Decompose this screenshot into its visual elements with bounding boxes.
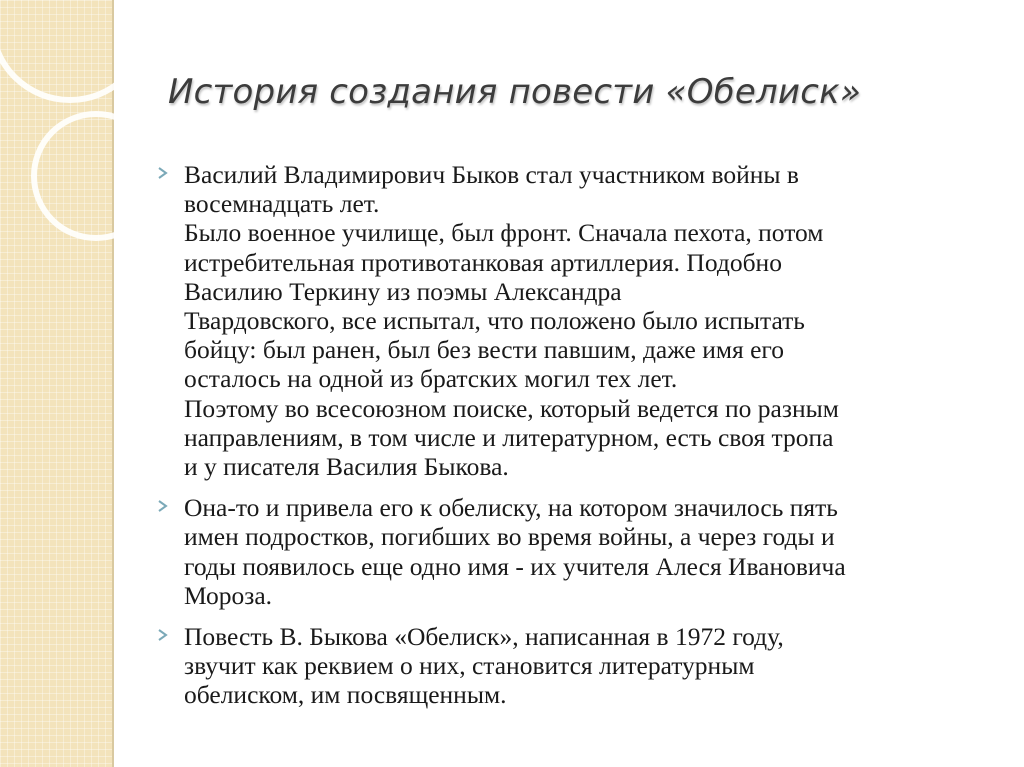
bullet-list [152, 160, 1002, 722]
bullet-line: осталось на одной из братских могил тех лет. [184, 364, 678, 394]
decorative-circle-bottom [34, 114, 140, 238]
bullet-line: Было военное училище, был фронт. Сначала пехота, потом [184, 218, 824, 248]
bullet-line: Повесть В. Быкова «Обелиск», написанная в 1972 году, [184, 622, 784, 652]
bullet-line: истребительная противотанковая артиллерия. Подобно [184, 247, 782, 277]
bullet-line: Василий Владимирович Быков стал участником войны в [184, 160, 799, 189]
bullet-line: Мороза. [184, 580, 273, 610]
bullet-line: имен подростков, погибших во время войны, а через годы и [184, 522, 835, 552]
bullet-line: Она-то и привела его к обелиску, на котором значилось пять [184, 493, 838, 523]
bullet-line: бойцу: был ранен, был без вести павшим, даже имя его [184, 335, 784, 365]
bullet-line: направлениям, в том числе и литературном, есть своя тропа [184, 422, 834, 452]
bullet-line: Твардовского, все испытал, что положено было испытать [184, 306, 805, 336]
bullet-line: и у писателя Василия Быкова. [184, 452, 509, 482]
chevron-right-icon [156, 628, 170, 642]
bullet-line: звучит как реквием о них, становится литературным [184, 651, 755, 681]
bullet-item [152, 493, 1002, 610]
chevron-right-icon [156, 166, 170, 180]
bullet-item [152, 160, 1002, 481]
decorative-circles [0, 0, 140, 300]
bullet-line: Василию Теркину из поэмы Александра [184, 276, 622, 306]
bullet-line: восемнадцать лет. [184, 189, 380, 219]
bullet-line: обелиском, им посвященным. [184, 680, 507, 710]
chevron-right-icon [156, 499, 170, 513]
bullet-item [152, 622, 1002, 710]
bullet-line: годы появилось еще одно имя - их учителя Алеся Ивановича [184, 551, 846, 581]
bullet-line: Поэтому во всесоюзном поиске, который ведется по разным [184, 393, 839, 423]
slide-title: История создания повести «Обелиск» [168, 72, 862, 112]
decorative-circle-top [0, 0, 140, 100]
